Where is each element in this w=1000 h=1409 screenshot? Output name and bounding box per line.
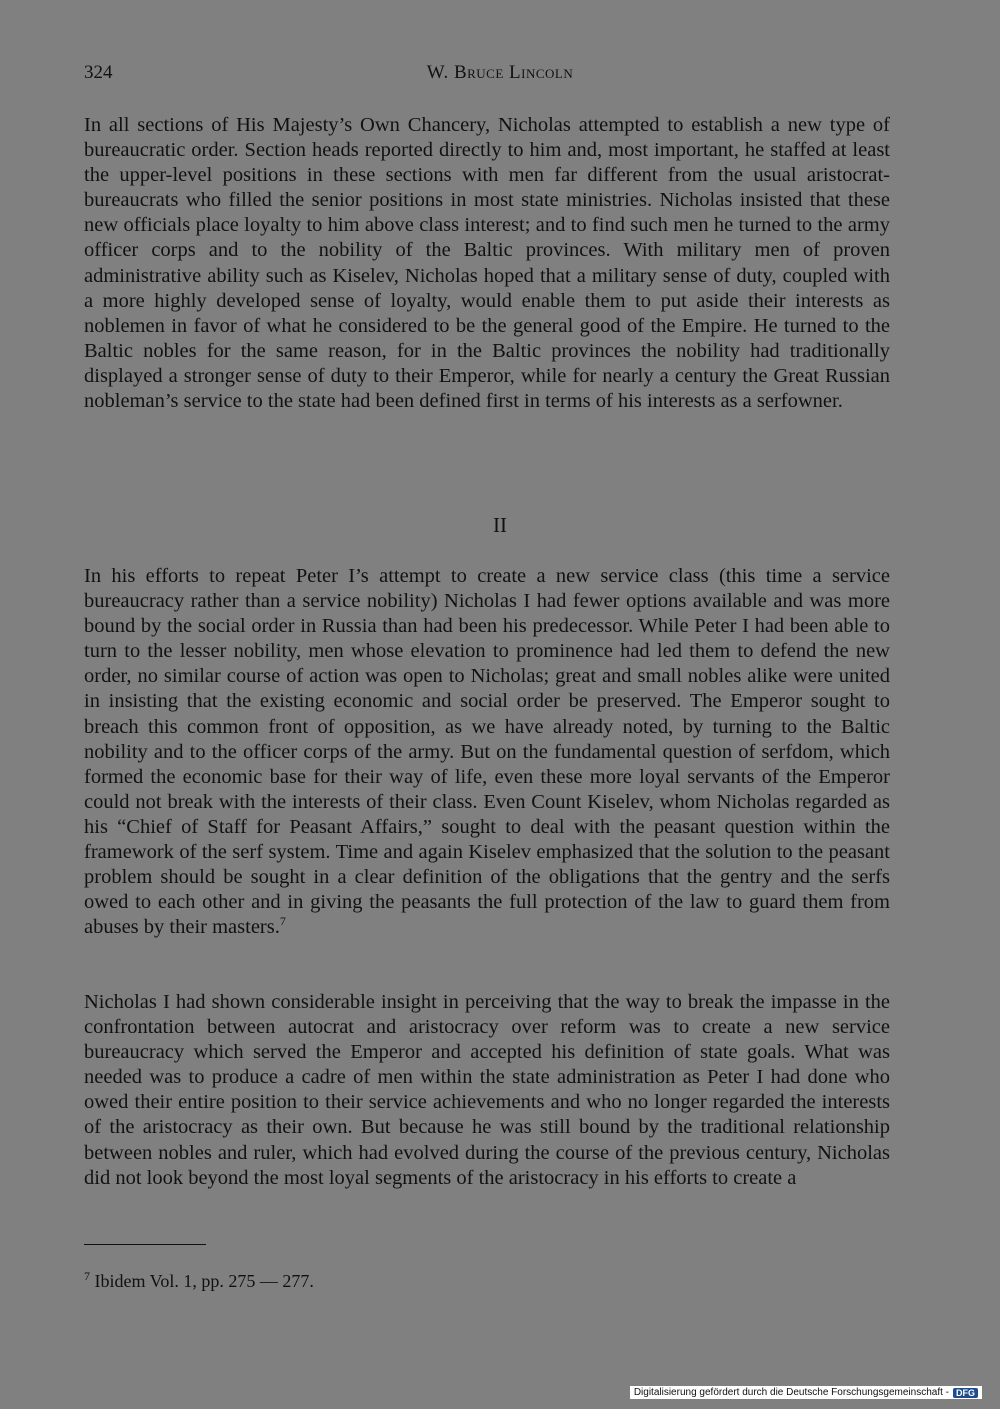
footnote-divider [84,1244,206,1245]
paragraph-2 [84,564,890,940]
footnote [84,1271,314,1292]
footnote-reference[interactable]: 7 [279,914,286,929]
paragraph-2-text: In his efforts to repeat Peter I’s attempt to create a new service class (this time a service bureaucracy rather than a service nobility) Nicholas I had fewer options available and was more bound by the social order in Russia than had been his predecessor. While Peter I had been able to turn to the lesser nobility, men whose elevation to prominence had led them to defend the new order, no similar course of action was open to Nicholas; great and small nobles alike were united in insisting that the existing economic and social order be preserved. The Emperor sought to breach this common front of opposition, as we have already noted, by turning to the Baltic nobility and to the officer corps of the army. But on the fundamental question of serfdom, which formed the economic base for their way of life, even these more loyal servants of the Emperor could not break with the interests of their class. Even Count Kiselev, whom Nicholas regarded as his “Chief of Staff for Peasant Affairs,” sought to deal with the peasant question within the framework of the serf system. Time and again Kiselev emphasized that the solution to the peasant problem should be sought in a clear definition of the obligations that the gentry and the serfs owed to each other and in giving the peasants the full protection of the law to guard them from abuses by their masters. [84,565,890,939]
paragraph-3: Nicholas I had shown considerable insight in perceiving that the way to break the impasse in the confrontation between autocrat and aristocracy over reform was to create a new service bureaucracy which served the Emperor and accepted his definition of state goals. What was needed was to produce a cadre of men within the state administration as Peter I had done who owed their entire position to their service achievements and who no longer regarded the interests of the aristocracy as their own. But because he was still bound by the traditional relationship between nobles and ruler, which had evolved during the course of the previous century, Nicholas did not look beyond the most loyal segments of the aristocracy in his efforts to create a [84,991,890,1189]
credit-text: Digitalisierung gefördert durch die Deutsche Forschungsgemeinschaft - [633,1387,949,1398]
section-heading: II [493,513,507,537]
digitization-credit [630,1386,982,1399]
dfg-logo-icon[interactable]: DFG [953,1388,978,1398]
paragraph-1: In all sections of His Majesty’s Own Chancery, Nicholas attempted to establish a new type of bureaucratic order. Section heads reported directly to him and, most important, he staffed at least the upper-level positions in these sections with men far different from the usual aristocrat-bureaucrats who filled the senior positions in most state ministries. Nicholas insisted that these new officials place loyalty to him above class interest; and to find such men he turned to the army officer corps and to the nobility of the Baltic provinces. With military men of proven administrative ability such as Kiselev, Nicholas hoped that a military sense of duty, coupled with a more highly developed sense of loyalty, would enable them to put aside their interests as noblemen in favor of what he considered to be the general good of the Empire. He turned to the Baltic nobles for the same reason, for in the Baltic provinces the nobility had traditionally displayed a stronger sense of duty to their Emperor, while for nearly a century the Great Russian nobleman’s service to the state had been defined first in terms of his interests as a serfowner. [84,114,890,413]
running-head: W. Bruce Lincoln [426,62,574,83]
footnote-number: 7 [84,1269,90,1283]
page-number: 324 [84,62,113,83]
footnote-text: Ibidem Vol. 1, pp. 275 — 277. [94,1271,314,1291]
